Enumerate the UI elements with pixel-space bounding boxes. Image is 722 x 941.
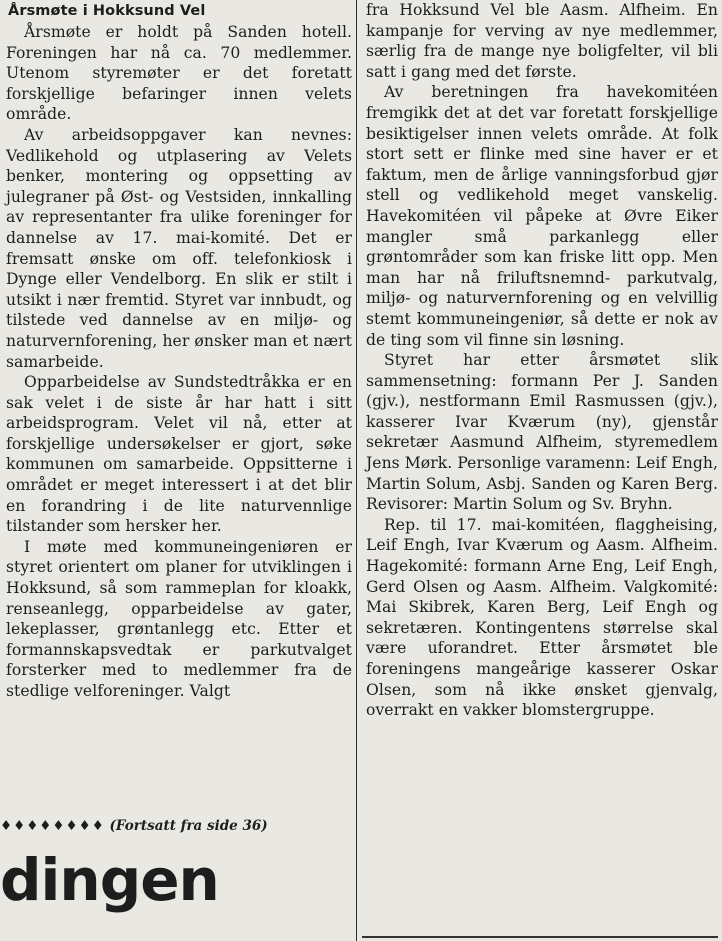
continuation-text: (Fortsatt fra side 36) [109, 818, 268, 834]
article-paragraph: Av beretningen fra havekomitéen fremgikk det at det var foretatt forskjellige besiktigelser innen velets område. At folk stort sett er flinke med sine haver er et faktum, men de årlige vanningsforbud gjør stell og vedlikehold meget vanskelig. Havekomitéen vil påpeke at Øvre Eiker mangler små parkanlegg eller grøntområder som kan friske litt opp. Men man har nå friluftsnemnd- parkutvalg, miljø- og naturvernforening og en velvillig stemt kommuneingeniør, så dette er nok av de ting som vil finne sin løsning. [366, 83, 718, 349]
article-paragraph: I møte med kommuneingeniøren er styret orientert om planer for utviklingen i Hokksund, så som rammeplan for kloakk, renseanlegg, opparbeidelse av gater, lekeplasser, grøntanlegg etc. Etter et formannskapsvedtak er parkutvalget forsterker med to medlemmer fra de stedlige velforeninger. Valgt [6, 537, 352, 700]
article-paragraph: Rep. til 17. mai-komitéen, flaggheising, Leif Engh, Ivar Kværum og Aasm. Alfheim. Hagekomité: formann Arne Eng, Leif Engh, Gerd Olsen og Aasm. Alfheim. Valgkomité: Mai Skibrek, Karen Berg, Leif Engh og sekretæren. Kontingentens størrelse skal være uforandret. Etter årsmøtet ble foreningens mangeårige kasserer Oskar Olsen, som nå ikke ønsket gjenvalg, overrakt en vakker blomstergruppe. [366, 515, 718, 720]
article-paragraph: fra Hokksund Vel ble Aasm. Alfheim. En kampanje for verving av nye medlemmer, særlig fra de mange nye boligfelter, vil bli satt i gang med det første. [366, 1, 718, 81]
right-column [362, 0, 718, 721]
article-paragraph: Årsmøte er holdt på Sanden hotell. Foreningen har nå ca. 70 medlemmer. Utenom styremøter er det foretatt forskjellige befaringer innen velets område. [6, 23, 352, 124]
bottom-rule [362, 936, 718, 938]
continuation-note [0, 818, 352, 834]
article-paragraph: Opparbeidelse av Sundstedtråkka er en sak velet i de siste år har hatt i sitt arbeidsprogram. Velet vil nå, etter at forskjellige undersøkelser er gjort, søke kommunen om samarbeide. Oppsitterne i området er meget interessert i at det blir en forandring i de lite naturvennlige tilstander som hersker her. [6, 373, 352, 536]
fragment-heading: dingen [0, 846, 219, 914]
diamond-ornament: ♦♦♦♦♦♦♦♦ [0, 818, 105, 834]
article-paragraph: Styret har etter årsmøtet slik sammensetning: formann Per J. Sanden (gjv.), nestformann Emil Rasmussen (gjv.), kasserer Ivar Kværum (ny), gjenstår sekretær Aasmund Alfheim, styremedlem Jens Mørk. Personlige varamenn: Leif Engh, Martin Solum, Asbj. Sanden og Karen Berg. Revisorer: Martin Solum og Sv. Bryhn. [366, 351, 718, 514]
left-column [0, 0, 352, 702]
column-divider [356, 0, 357, 941]
article-paragraph: Av arbeidsoppgaver kan nevnes: Vedlikehold og utplasering av Velets benker, montering og oppsetting av julegraner på Øst- og Vestsiden, innkalling av representanter fra ulike foreninger for dannelse av 17. mai-komité. Det er fremsatt ønske om off. telefonkiosk i Dynge eller Vendelborg. En slik er stilt i utsikt i nær fremtid. Styret var innbudt, og tilstede ved dannelse av en miljø- og naturvernforening, her ønsker man et nært samarbeide. [6, 125, 352, 371]
article-headline: Årsmøte i Hokksund Vel [8, 3, 206, 19]
